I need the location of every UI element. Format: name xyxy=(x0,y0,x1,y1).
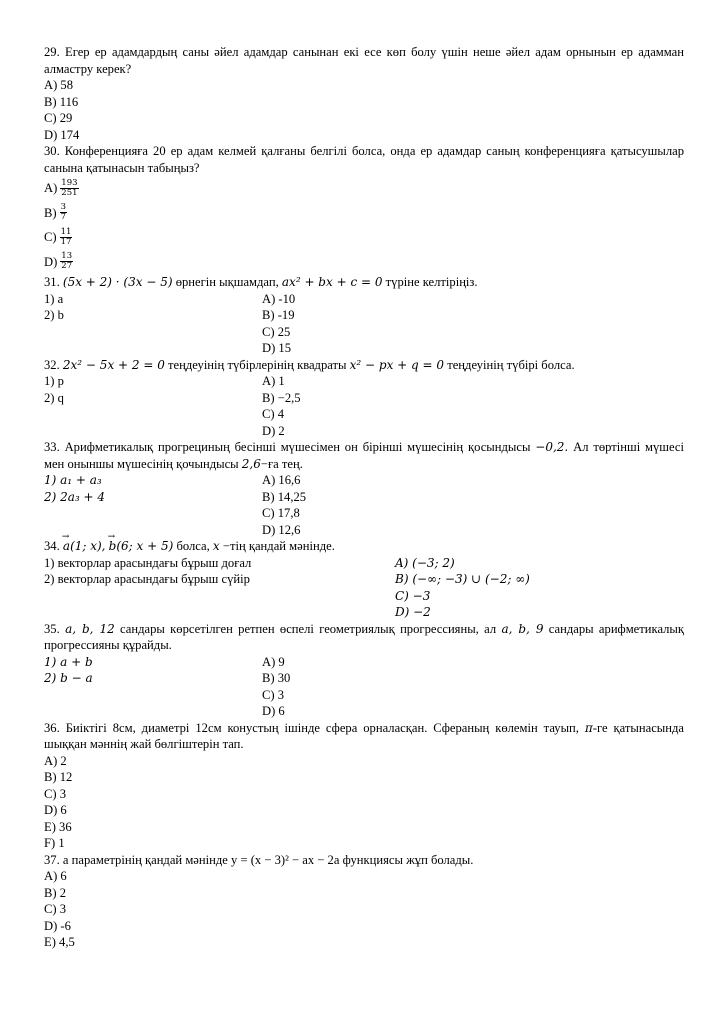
q31-form: ax² + bx + c = 0 xyxy=(281,275,383,289)
q36-option-b: B) 12 xyxy=(44,770,73,784)
q37-option-a: A) 6 xyxy=(44,869,67,883)
q35-options xyxy=(44,654,684,720)
q35-mid-text: сандары көрсетілген ретпен өспелі геометриялық прогрессияны, ал xyxy=(120,621,497,636)
q35-item-2: 2) b − a xyxy=(44,671,93,685)
question-29 xyxy=(44,44,684,143)
q35-option-b: B) 30 xyxy=(262,671,291,685)
question-36 xyxy=(44,720,684,852)
q31-options xyxy=(44,291,684,357)
q31-item-2: 2) b xyxy=(44,308,64,322)
q35-number: 35. xyxy=(44,621,60,636)
question-37-text xyxy=(44,852,684,869)
q33-item-1: 1) a₁ + a₃ xyxy=(44,473,102,487)
q29-option-b: B) 116 xyxy=(44,94,79,109)
q37-option-c: C) 3 xyxy=(44,902,67,916)
q30-option-b-numerator: 3 xyxy=(60,202,67,213)
q32-mid-text: теңдеуінің түбірлерінің квадраты xyxy=(168,357,347,372)
q31-option-a: A) -10 xyxy=(262,291,296,306)
q32-option-c: C) 4 xyxy=(262,407,285,421)
question-34-text xyxy=(44,538,684,555)
q30-option-c xyxy=(44,225,684,250)
q32-option-d: D) 2 xyxy=(262,423,285,438)
q35-option-d: D) 6 xyxy=(262,704,285,718)
q30-option-a-denominator: 251 xyxy=(61,187,78,198)
q31-option-d: D) 15 xyxy=(262,341,292,355)
q32-number: 32. xyxy=(44,357,60,372)
q30-option-c-denominator: 17 xyxy=(60,236,72,247)
q36-text-1: 36. Биіктігі 8см, диаметрі 12см конустың ішінде сфера орналасқан. Сфераның көлемін тауып, xyxy=(44,720,579,735)
q33-option-d: D) 12,6 xyxy=(262,522,301,537)
q29-option-a: A) 58 xyxy=(44,78,74,92)
q35-vars-1: a, b, 12 xyxy=(65,621,115,636)
q33-option-b: B) 14,25 xyxy=(262,489,307,504)
question-35-text xyxy=(44,621,684,654)
q37-option-b: B) 2 xyxy=(44,885,67,900)
q34-vector-b: → b xyxy=(109,538,117,555)
q36-option-f: F) 1 xyxy=(44,836,65,850)
q32-option-b: B) −2,5 xyxy=(262,390,301,405)
q36-option-a: A) 2 xyxy=(44,753,67,768)
q37-suffix: функциясы жұп болады. xyxy=(342,852,474,867)
exam-page xyxy=(44,44,684,951)
q34-item-2: 2) векторлар арасындағы бұрыш сүйір xyxy=(44,572,250,586)
q29-option-d: D) 174 xyxy=(44,127,80,142)
q34-option-c: C) −3 xyxy=(395,588,431,603)
q30-option-d-denominator: 27 xyxy=(61,261,73,272)
q36-option-c: C) 3 xyxy=(44,786,67,801)
question-34 xyxy=(44,538,684,621)
q32-equation-1: 2x² − 5x + 2 = 0 xyxy=(62,357,165,372)
q30-option-b-label: B) xyxy=(44,205,57,220)
q36-pi: π xyxy=(584,720,593,735)
q31-option-b: B) -19 xyxy=(262,308,295,322)
q34-option-b: B) (−∞; −3) ∪ (−2; ∞) xyxy=(395,572,530,586)
q30-option-d-numerator: 13 xyxy=(61,251,73,262)
q31-mid-text: өрнегін ықшамдап, xyxy=(175,275,279,289)
q31-expression: (5x + 2) · (3x − 5) xyxy=(62,275,173,289)
q29-option-c: C) 29 xyxy=(44,111,73,125)
q34-vector-a-args: (1; x), xyxy=(70,539,106,553)
q32-item-1: 1) p xyxy=(44,374,64,388)
q35-vars-2: a, b, 9 xyxy=(501,621,544,636)
q30-option-a-numerator: 193 xyxy=(61,177,78,188)
question-37 xyxy=(44,852,684,951)
q34-item-1: 1) векторлар арасындағы бұрыш доғал xyxy=(44,555,252,570)
q30-option-a-label: A) xyxy=(44,181,58,195)
q34-option-d: D) −2 xyxy=(395,605,431,619)
q37-prefix: 37. а параметрінің қандай мәнінде xyxy=(44,852,228,867)
q32-item-2: 2) q xyxy=(44,390,64,405)
q35-item-1: 1) a + b xyxy=(44,654,93,669)
q32-option-a: A) 1 xyxy=(262,374,285,388)
question-36-text xyxy=(44,720,684,753)
q30-option-b-fraction xyxy=(60,203,67,222)
q34-options xyxy=(44,555,684,621)
q30-option-b xyxy=(44,201,684,226)
q33-item-2: 2) 2a₃ + 4 xyxy=(44,489,106,504)
q31-number: 31. xyxy=(44,275,60,289)
q34-variable: x xyxy=(212,539,220,553)
q32-options xyxy=(44,373,684,439)
question-30 xyxy=(44,143,684,274)
q30-option-c-label: C) xyxy=(44,230,57,244)
q36-option-e: E) 36 xyxy=(44,819,72,834)
q33-option-a: A) 16,6 xyxy=(262,473,301,487)
question-33-text xyxy=(44,439,684,472)
question-31-text xyxy=(44,274,684,291)
q35-option-c: C) 3 xyxy=(262,687,285,702)
q37-option-d: D) -6 xyxy=(44,918,71,933)
q37-function: у = (x − 3)² − ax − 2a xyxy=(231,852,340,867)
q37-option-e: E) 4,5 xyxy=(44,935,75,949)
q32-equation-2: x² − px + q = 0 xyxy=(349,357,445,372)
q31-suffix: түріне келтіріңіз. xyxy=(385,275,478,289)
q30-option-c-numerator: 11 xyxy=(60,226,72,237)
q30-option-d xyxy=(44,250,684,275)
q33-option-c: C) 17,8 xyxy=(262,506,300,520)
q33-value-2: 2,6 xyxy=(241,456,261,471)
q34-mid-text: болса, xyxy=(176,539,210,553)
q34-vector-a: → a xyxy=(63,538,70,555)
q33-text-3: −ға тең. xyxy=(260,456,303,471)
q31-option-c: C) 25 xyxy=(262,324,291,339)
q34-number: 34. xyxy=(44,539,60,553)
q33-value-1: −0,2. xyxy=(535,440,569,454)
q34-vector-b-args: (6; x + 5) xyxy=(116,539,174,553)
q33-options xyxy=(44,472,684,538)
q33-text-2: Ал төртінші мүшесі мен оныншы мүшесінің қочындысы xyxy=(44,440,684,471)
question-31 xyxy=(44,274,684,357)
q35-suffix: сандары арифметикалық прогрессияны құрайды. xyxy=(44,621,685,652)
q30-option-d-label: D) xyxy=(44,254,58,269)
q36-text-2: -ге қатынасында шыққан мәннің жай бөлгіштерін тап. xyxy=(44,720,684,751)
q30-option-d-fraction xyxy=(60,252,73,271)
question-30-text: 30. Конференцияға 20 ер адам келмей қалғаны белгілі болса, онда ер адамдар саның конференцияға қатысушылар санына қатынасын табыңыз? xyxy=(44,144,684,175)
q30-option-b-denominator: 7 xyxy=(60,212,67,223)
q31-item-1: 1) a xyxy=(44,291,64,306)
q34-option-a: A) (−3; 2) xyxy=(395,555,455,570)
question-32-text xyxy=(44,357,684,374)
question-33 xyxy=(44,439,684,538)
question-35 xyxy=(44,621,684,720)
question-32 xyxy=(44,357,684,440)
q33-text-1: 33. Арифметикалық прогрециның бесінші мүшесімен он бірінші мүшесінің қосындысы xyxy=(44,440,531,454)
q30-option-c-fraction xyxy=(60,228,73,247)
question-29-text: 29. Егер ер адамдардың саны әйел адамдар санынан екі есе көп болу үшін неше әйел адам орнынын ер адамман алмастру керек? xyxy=(44,45,684,76)
q30-option-a-fraction xyxy=(60,179,78,198)
q36-option-d: D) 6 xyxy=(44,803,67,817)
q32-suffix: теңдеуінің түбірі болса. xyxy=(447,357,575,372)
q35-option-a: A) 9 xyxy=(262,654,285,669)
q34-suffix: −тің қандай мәнінде. xyxy=(222,539,335,553)
q30-option-a xyxy=(44,176,684,201)
